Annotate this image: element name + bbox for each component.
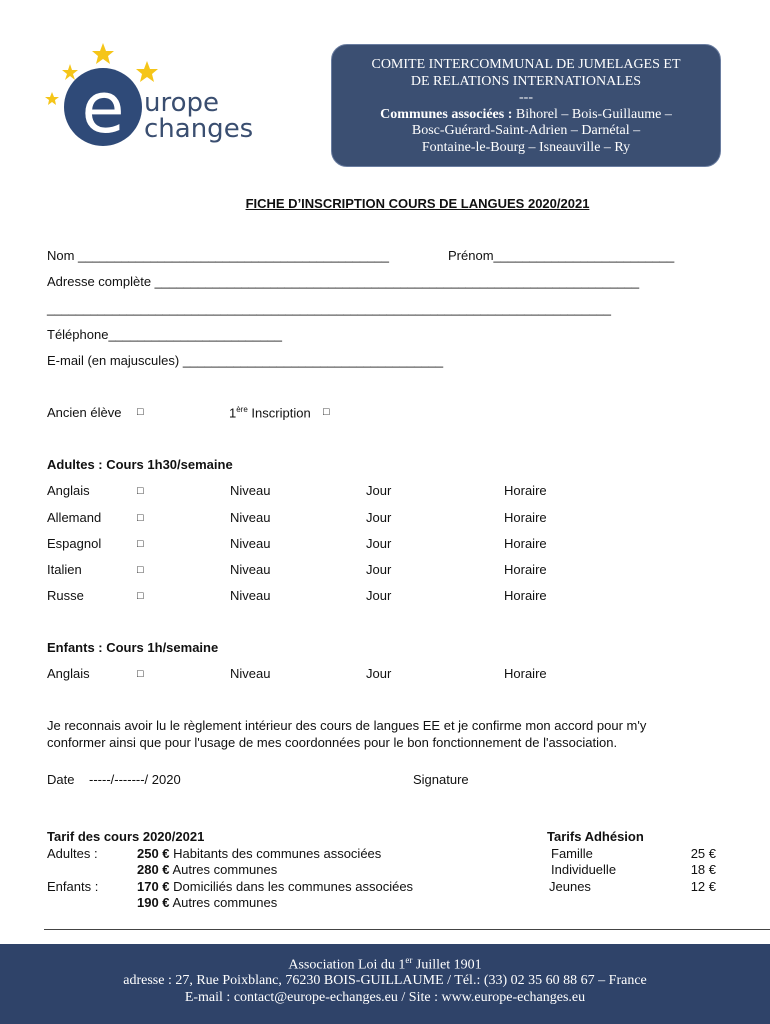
- date-field[interactable]: -----/-------/ 2020: [89, 772, 181, 787]
- horaire-label: Horaire: [504, 483, 547, 498]
- jour-label: Jour: [366, 483, 392, 498]
- niveau-label: Niveau: [230, 483, 271, 498]
- language-label-anglais-enfants: Anglais: [47, 666, 90, 681]
- footer-address: adresse : 27, Rue Poixblanc, 76230 BOIS-GUILLAUME / Tél.: (33) 02 35 60 88 67 – France: [123, 973, 647, 988]
- date-label: Date: [47, 772, 75, 787]
- footer-line-1: Association Loi du 1er Juillet 1901: [288, 955, 482, 973]
- adresse-field[interactable]: Adresse complète ___________________________________________________________________: [47, 274, 640, 289]
- adhesion-label-individuelle: Individuelle: [551, 862, 617, 877]
- niveau-label: Niveau: [230, 510, 271, 525]
- checkbox-italien[interactable]: □: [137, 564, 144, 576]
- communes-label: Communes associées :: [380, 106, 513, 122]
- tarifs-heading: Tarif des cours 2020/2021: [47, 829, 205, 844]
- enfants-heading: Enfants : Cours 1h/semaine: [47, 640, 219, 655]
- prenom-field[interactable]: Prénom_________________________: [448, 248, 675, 263]
- language-label-russe: Russe: [47, 588, 84, 603]
- adhesion-label-famille: Famille: [551, 846, 593, 861]
- adultes-heading: Adultes : Cours 1h30/semaine: [47, 457, 233, 472]
- header-line-1: COMITE INTERCOMMUNAL DE JUMELAGES ET: [371, 57, 681, 72]
- declaration-line-1: Je reconnais avoir lu le règlement intérieur des cours de langues EE et je confirme mon accord pour m'y: [47, 718, 647, 733]
- committee-header: [331, 44, 721, 167]
- horaire-label: Horaire: [504, 588, 547, 603]
- communes-1: Bihorel – Bois-Guillaume –: [515, 106, 672, 122]
- jour-label: Jour: [366, 562, 392, 577]
- checkbox-allemand[interactable]: □: [137, 512, 144, 524]
- jour-label: Jour: [366, 536, 392, 551]
- horaire-label: Horaire: [504, 536, 547, 551]
- nom-field[interactable]: Nom ___________________________________________: [47, 248, 389, 263]
- language-label-espagnol: Espagnol: [47, 536, 102, 551]
- header-line-2: DE RELATIONS INTERNATIONALES: [410, 73, 642, 89]
- horaire-label: Horaire: [504, 562, 547, 577]
- tarif-item: 190 € Autres communes: [137, 895, 278, 910]
- horaire-label: Horaire: [504, 666, 547, 681]
- telephone-field[interactable]: Téléphone________________________: [47, 327, 282, 342]
- tarif-item: 250 € Habitants des communes associées: [137, 846, 382, 861]
- tarif-adultes-label: Adultes :: [47, 846, 98, 861]
- ancien-eleve-checkbox[interactable]: □: [137, 406, 144, 418]
- logo-letter: e: [81, 67, 125, 149]
- adhesion-label-jeunes: Jeunes: [549, 879, 591, 894]
- checkbox-anglais[interactable]: □: [137, 485, 144, 497]
- language-label-allemand: Allemand: [47, 510, 102, 525]
- ancien-eleve-label: Ancien élève: [47, 405, 122, 420]
- niveau-label: Niveau: [230, 562, 271, 577]
- footer: [0, 944, 770, 1024]
- email-field[interactable]: E-mail (en majuscules) ____________________________________: [47, 353, 444, 368]
- footer-contact: E-mail : contact@europe-echanges.eu / Site : www.europe-echanges.eu: [184, 990, 586, 1005]
- checkbox-espagnol[interactable]: □: [137, 538, 144, 550]
- jour-label: Jour: [366, 588, 392, 603]
- niveau-label: Niveau: [230, 536, 271, 551]
- jour-label: Jour: [366, 510, 392, 525]
- adhesion-heading: Tarifs Adhésion: [547, 829, 644, 844]
- logo-word2: changes: [144, 114, 254, 144]
- horaire-label: Horaire: [504, 510, 547, 525]
- premiere-inscription-checkbox[interactable]: □: [323, 406, 330, 418]
- adhesion-price-famille: 25 €: [690, 846, 716, 861]
- header-line-3: ---: [519, 90, 533, 105]
- adresse-field-2[interactable]: ______________________________________________________________________________: [47, 301, 611, 316]
- premiere-inscription-label: 1ère Inscription: [229, 405, 311, 421]
- language-label-anglais: Anglais: [47, 483, 90, 498]
- checkbox-russe[interactable]: □: [137, 590, 144, 602]
- tarif-enfants-label: Enfants :: [47, 879, 99, 894]
- niveau-label: Niveau: [230, 588, 271, 603]
- communes-3: Fontaine-le-Bourg – Isneauville – Ry: [421, 139, 631, 155]
- form-title: FICHE D’INSCRIPTION COURS DE LANGUES 2020/2021: [245, 196, 590, 211]
- declaration-line-2: conformer ainsi que pour l'usage de mes coordonnées pour le bon fonctionnement de l'association.: [47, 735, 618, 750]
- language-label-italien: Italien: [47, 562, 82, 577]
- europe-echanges-logo: [40, 40, 260, 150]
- communes-2: Bosc-Guérard-Saint-Adrien – Darnétal –: [411, 123, 641, 138]
- tarif-item: 170 € Domiciliés dans les communes associées: [137, 879, 414, 894]
- niveau-label: Niveau: [230, 666, 271, 681]
- checkbox-anglais-enfants[interactable]: □: [137, 668, 144, 680]
- adhesion-price-individuelle: 18 €: [690, 862, 716, 877]
- adhesion-price-jeunes: 12 €: [690, 879, 716, 894]
- logo-word1: urope: [144, 88, 220, 118]
- jour-label: Jour: [366, 666, 392, 681]
- tarif-item: 280 € Autres communes: [137, 862, 278, 877]
- footer-divider: [44, 929, 770, 930]
- signature-label: Signature: [413, 772, 469, 787]
